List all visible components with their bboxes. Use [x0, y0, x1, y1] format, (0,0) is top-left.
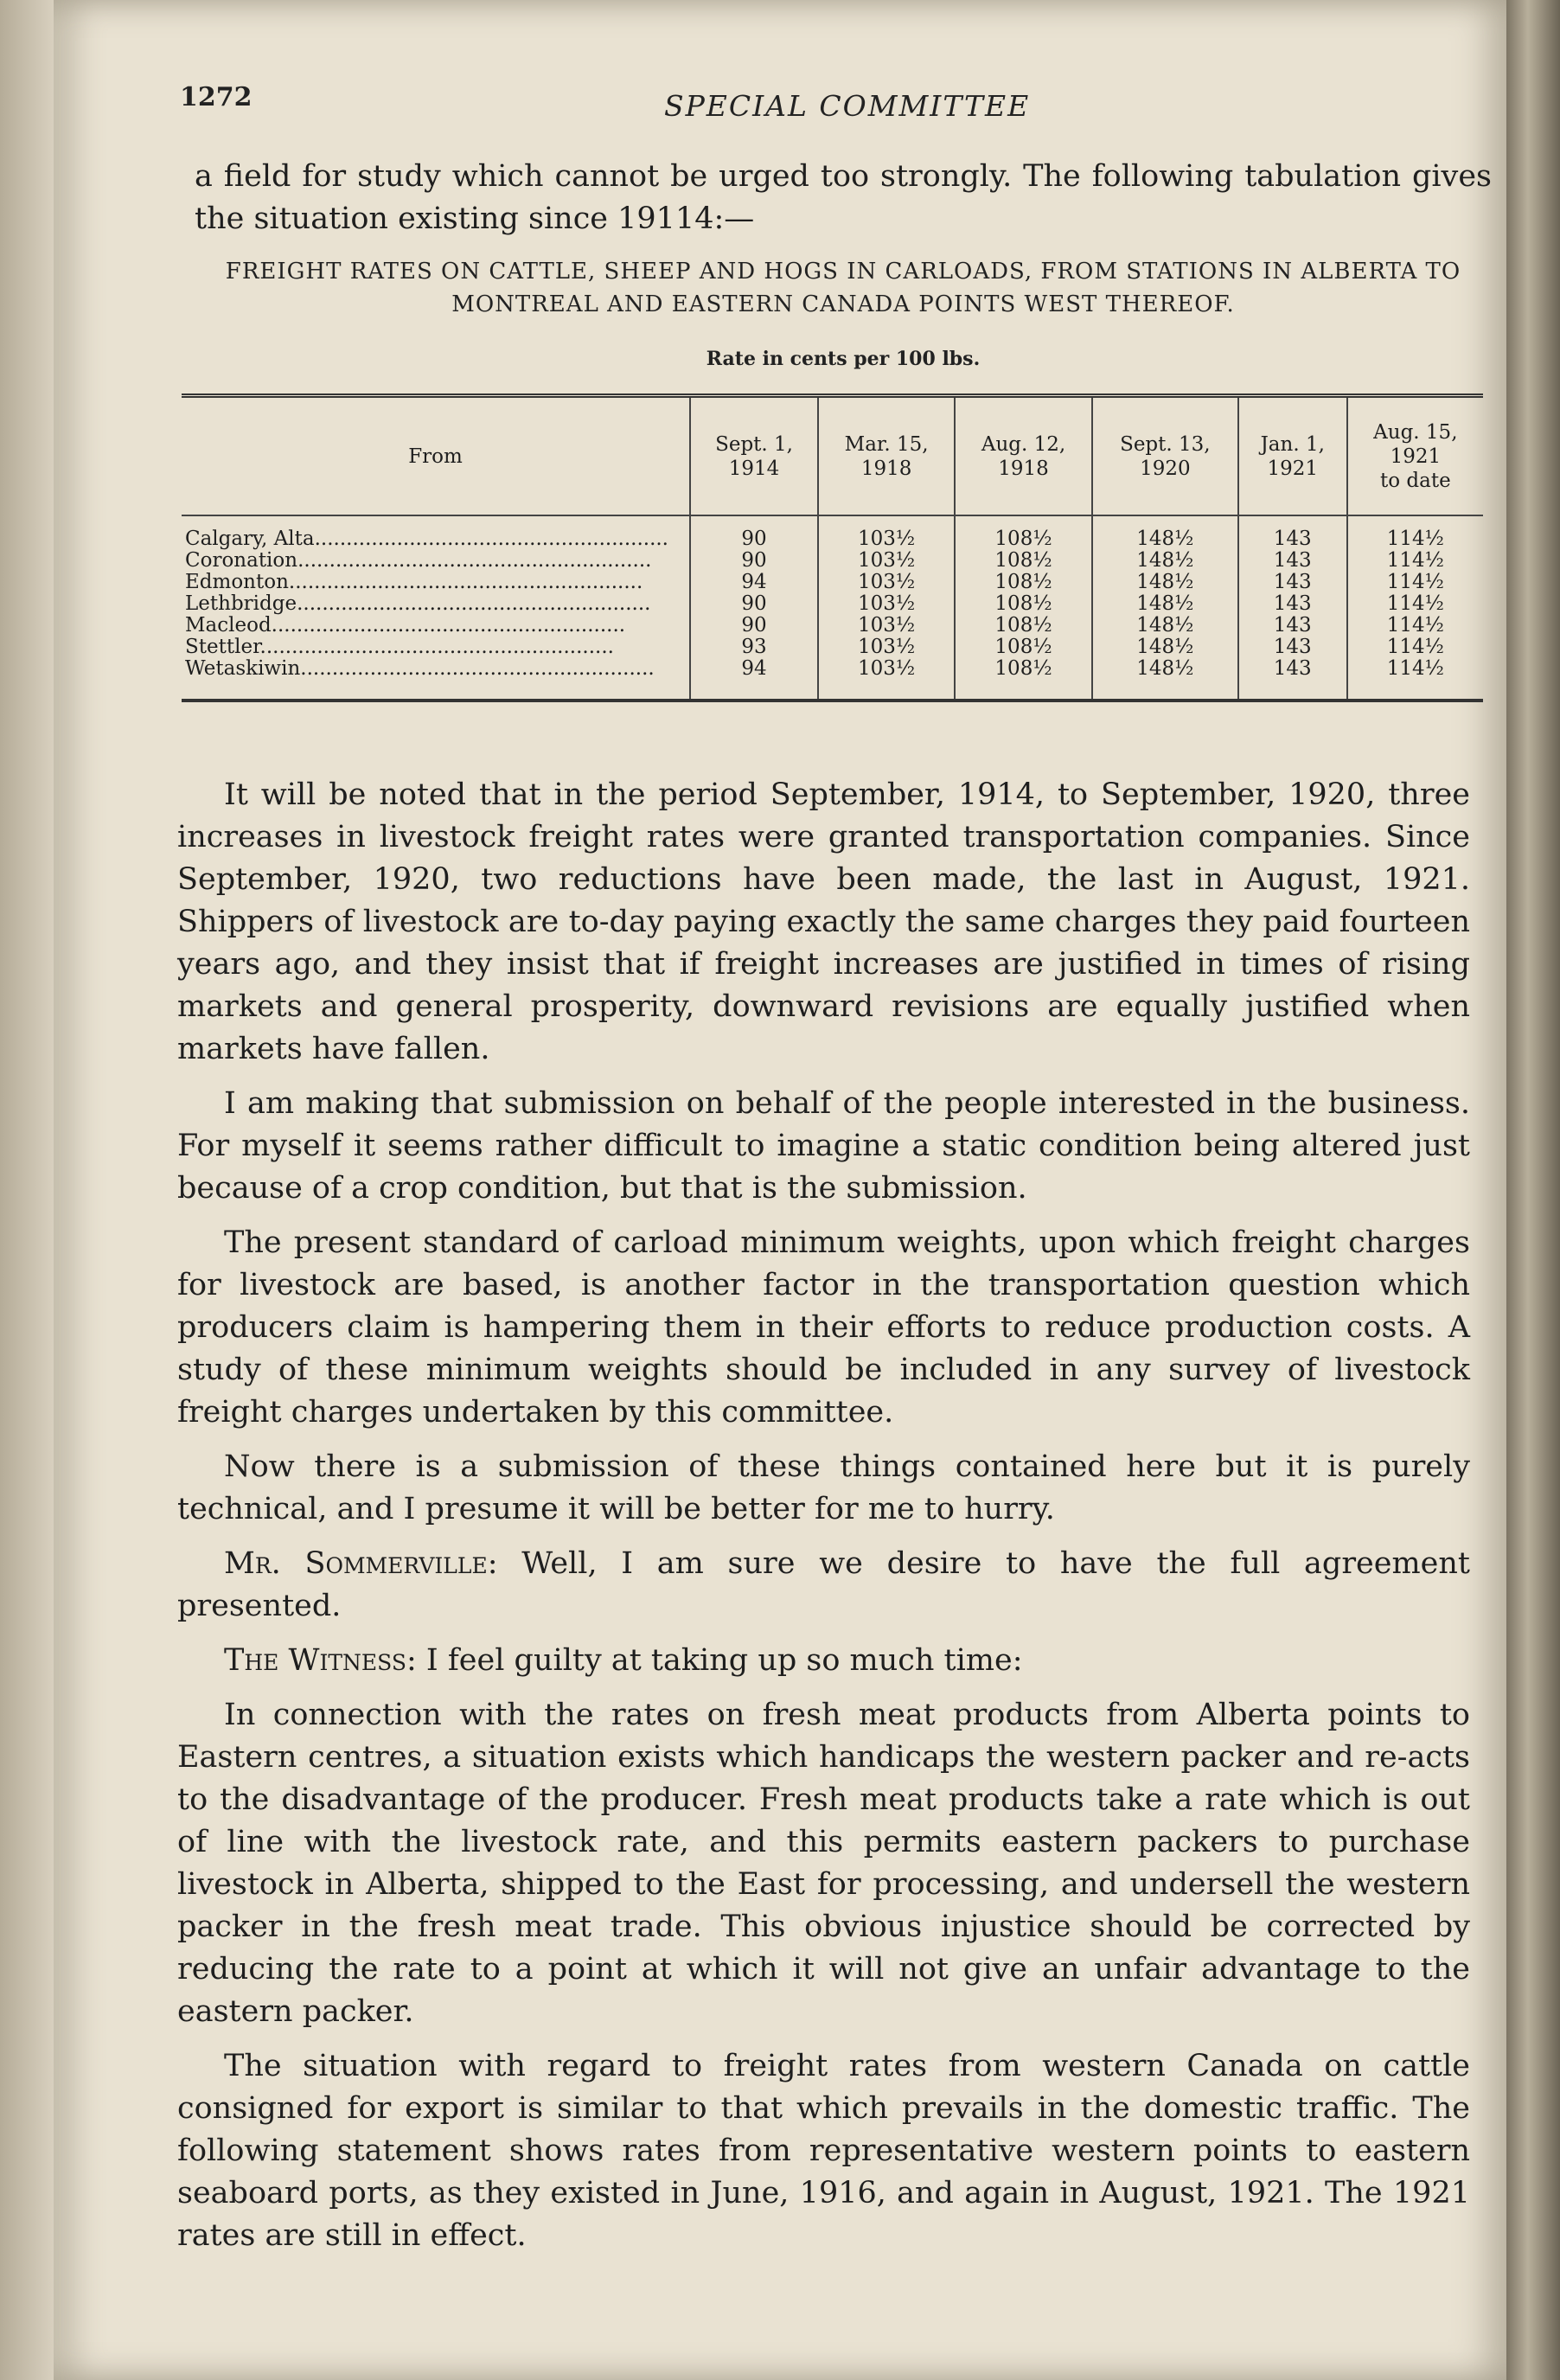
rate-cell: 148½	[1092, 593, 1238, 615]
rate-cell: 143	[1238, 637, 1347, 658]
table-row	[182, 658, 1483, 701]
rate-cell: 148½	[1092, 515, 1238, 550]
rate-cell: 94	[690, 658, 818, 701]
book-left-margin	[0, 0, 54, 2380]
rate-cell: 148½	[1092, 615, 1238, 637]
rate-cell: 103½	[818, 515, 955, 550]
rate-cell: 108½	[955, 593, 1092, 615]
station-name: Calgary, Alta........................................................	[185, 528, 668, 550]
rate-cell: 108½	[955, 550, 1092, 572]
intro-paragraph	[195, 156, 1492, 253]
speaker-paragraph	[177, 1543, 1470, 1628]
rate-cell: 114½	[1347, 615, 1483, 637]
rate-cell: 143	[1238, 550, 1347, 572]
column-header-mar-1918: Mar. 15, 1918	[818, 396, 955, 516]
rate-cell: 148½	[1092, 550, 1238, 572]
station-name: Edmonton........................................................	[185, 572, 643, 593]
paragraph: In connection with the rates on fresh meat products from Alberta points to Eastern centres, a situation exists which handicaps the western packer and re-acts to the disadvantage of the producer. Fresh meat products take a rate which is out of line with the livestock rate, and this permits eastern packers to purchase livestock in Alberta, shipped to the East for processing, and undersell the western packer in the fresh meat trade. This obvious injustice should be corrected by reducing the rate to a point at which it will not give an unfair advantage to the eastern packer.	[177, 1698, 1470, 2029]
rate-cell: 143	[1238, 572, 1347, 593]
table-title: FREIGHT RATES ON CATTLE, SHEEP AND HOGS IN CARLOADS, FROM STATIONS IN ALBERTA TO MONTREAL AND EASTERN CANADA POINTS WEST THEREOF.	[225, 259, 1461, 317]
rate-cell: 143	[1238, 615, 1347, 637]
rate-cell: 108½	[955, 637, 1092, 658]
table-row	[182, 572, 1483, 593]
rate-cell: 114½	[1347, 637, 1483, 658]
table-header-row	[182, 396, 1483, 516]
table-subtitle: Rate in cents per 100 lbs.	[706, 348, 981, 370]
body-text	[177, 774, 1470, 2269]
rate-cell: 108½	[955, 658, 1092, 701]
paragraph: Now there is a submission of these things contained here but it is purely technical, and I presume it will be better for me to hurry.	[177, 1449, 1470, 1526]
rate-cell: 90	[690, 615, 818, 637]
rate-cell: 94	[690, 572, 818, 593]
rate-cell: 103½	[818, 572, 955, 593]
freight-rates-table	[182, 393, 1483, 702]
table-row	[182, 550, 1483, 572]
rate-cell: 90	[690, 550, 818, 572]
table-row	[182, 515, 1483, 550]
rate-cell: 114½	[1347, 550, 1483, 572]
rate-cell: 90	[690, 515, 818, 550]
column-header-from: From	[182, 396, 690, 516]
paragraph: The present standard of carload minimum weights, upon which freight charges for livestock are based, is another factor in the transportation question which producers claim is hampering them in their efforts to reduce production costs. A study of these minimum weights should be included in any survey of livestock freight charges undertaken by this committee.	[177, 1225, 1470, 1430]
running-title: SPECIAL COMMITTEE	[664, 89, 1031, 123]
rate-cell: 90	[690, 593, 818, 615]
speaker-name: Mr. Sommerville:	[224, 1546, 498, 1581]
speaker-name: The Witness:	[224, 1643, 417, 1678]
page-header	[180, 82, 1499, 134]
station-name: Coronation........................................................	[185, 550, 652, 572]
rate-cell: 114½	[1347, 658, 1483, 701]
column-header-aug-1921: Aug. 15, 1921 to date	[1347, 396, 1483, 516]
rate-cell: 108½	[955, 615, 1092, 637]
rate-cell: 103½	[818, 637, 955, 658]
rate-cell: 114½	[1347, 515, 1483, 550]
column-header-sept-1920: Sept. 13, 1920	[1092, 396, 1238, 516]
speech-text: Well, I am sure we desire to have the full agreement presented.	[177, 1546, 1470, 1623]
rate-cell: 143	[1238, 658, 1347, 701]
rate-cell: 103½	[818, 593, 955, 615]
rate-cell: 103½	[818, 550, 955, 572]
station-name: Macleod........................................................	[185, 615, 626, 637]
table-row	[182, 615, 1483, 637]
rate-cell: 148½	[1092, 658, 1238, 701]
rate-cell: 93	[690, 637, 818, 658]
table-row	[182, 593, 1483, 615]
rate-cell: 148½	[1092, 637, 1238, 658]
station-name: Lethbridge........................................................	[185, 593, 651, 615]
rate-cell: 103½	[818, 615, 955, 637]
rate-cell: 103½	[818, 658, 955, 701]
rate-cell: 108½	[955, 572, 1092, 593]
table-row	[182, 637, 1483, 658]
station-name: Stettler........................................................	[185, 637, 614, 658]
rate-cell: 114½	[1347, 572, 1483, 593]
column-header-aug-1918: Aug. 12, 1918	[955, 396, 1092, 516]
rate-cell: 114½	[1347, 593, 1483, 615]
paragraph: It will be noted that in the period September, 1914, to September, 1920, three increases in livestock freight rates were granted transportation companies. Since September, 1920, two reductions have been made, the last in August, 1921. Shippers of livestock are to-day paying exactly the same charges they paid fourteen years ago, and they insist that if freight increases are justified in times of rising markets and general prosperity, downward revisions are equally justified when markets have fallen.	[177, 777, 1470, 1066]
intro-text: a field for study which cannot be urged too strongly. The following tabulation gives the situation existing since 19114:—	[195, 159, 1492, 236]
paragraph: I am making that submission on behalf of the people interested in the business. For myself it seems rather difficult to imagine a static condition being altered just because of a crop condition, but that is the submission.	[177, 1086, 1470, 1206]
rate-cell: 143	[1238, 515, 1347, 550]
column-header-sept-1914: Sept. 1, 1914	[690, 396, 818, 516]
rate-cell: 148½	[1092, 572, 1238, 593]
rate-cell: 143	[1238, 593, 1347, 615]
column-header-jan-1921: Jan. 1, 1921	[1238, 396, 1347, 516]
speaker-paragraph	[177, 1640, 1470, 1682]
paragraph: The situation with regard to freight rates from western Canada on cattle consigned for export is similar to that which prevails in the domestic traffic. The following statement shows rates from representative western points to eastern seaboard ports, as they existed in June, 1916, and again in August, 1921. The 1921 rates are still in effect.	[177, 2049, 1470, 2253]
rate-cell: 108½	[955, 515, 1092, 550]
book-spine	[1506, 0, 1560, 2380]
station-name: Wetaskiwin........................................................	[185, 658, 655, 680]
page-number: 1272	[180, 82, 253, 112]
speech-text: I feel guilty at taking up so much time:	[416, 1643, 1023, 1678]
